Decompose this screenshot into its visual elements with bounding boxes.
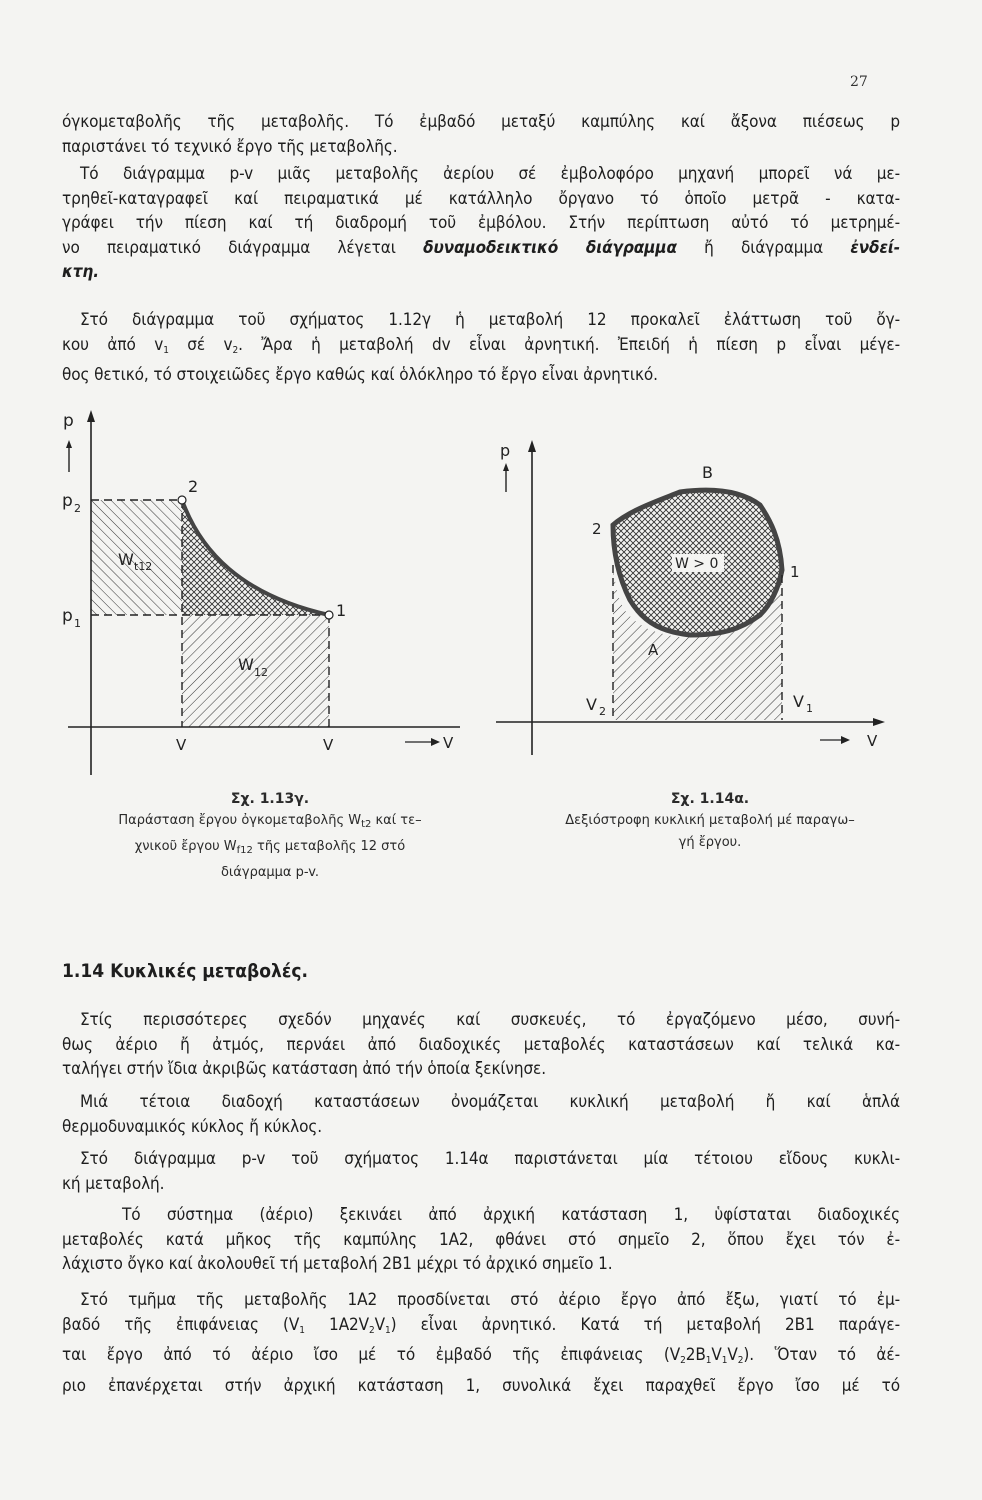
text-line (62, 1313, 900, 1344)
text-line: ταλήγει στήν ἴδια ἀκριβῶς κατάσταση ἀπό τήν ὁποία ξεκίνησε. (62, 1059, 546, 1079)
text-line (62, 1343, 900, 1374)
figure-114a-caption (490, 788, 930, 854)
subscript: 2 (369, 1324, 375, 1336)
text-line: Στό τμῆμα τῆς μεταβολῆς 1Α2 προσδίνεται στό ἀέριο ἔργο ἀπό ἔξω, γιατί τό ἐμ- (80, 1290, 900, 1310)
subscript: 1 (721, 1355, 728, 1366)
work-positive-label: W > 0 (675, 556, 719, 572)
text-line (62, 236, 900, 261)
text-run: καί τε– (371, 813, 422, 828)
v2-label: V (586, 695, 597, 714)
section-paragraph-1 (62, 1008, 900, 1082)
text-run: βαδό τῆς ἐπιφάνειας (V (62, 1314, 300, 1335)
w12-label: W (238, 655, 254, 674)
text-run: . Ἄρα ἡ μεταβολή dv εἶναι ἀρνητική. Ἐπειδή ἡ πίεση p εἶναι μέγε- (238, 334, 901, 355)
text-line: Τό διάγραμμα p-v μιᾶς μεταβολῆς ἀερίου σέ ἐμβολοφόρο μηχανή μπορεῖ νά με- (80, 164, 900, 184)
text-line: θος θετικό, τό στοιχειῶδες ἔργο καθώς καί ὁλόκληρο τό ἔργο εἶναι ἀρνητικό. (62, 365, 658, 385)
subscript: 1 (385, 1324, 391, 1336)
text-line (62, 333, 900, 364)
figure-114a-cycle-diagram (480, 420, 900, 780)
text-line: τρηθεῖ-καταγραφεῖ καί πειραματικά μέ κατάλληλο ὄργανο τό ὁποῖο μετρᾶ - κατα- (62, 188, 900, 209)
caption-line (50, 836, 490, 862)
p-axis-label: p (500, 441, 511, 460)
text-run: ἤ διάγραμμα (676, 237, 851, 258)
text-run: Παράσταση ἔργου ὀγκομεταβολῆς W (118, 813, 362, 828)
text-line: Στό διάγραμμα τοῦ σχήματος 1.12γ ἡ μεταβολή 12 προκαλεῖ ἐλάττωση τοῦ ὄγ- (80, 310, 900, 330)
point-2-label: 2 (188, 477, 199, 496)
text-line: Μιά τέτοια διαδοχή καταστάσεων ὀνομάζεται κυκλική μεταβολή ἤ καί ἁπλά (80, 1092, 900, 1112)
wt12-label: W (118, 550, 134, 569)
subscript: 2 (232, 344, 239, 356)
indicator-diagram-paragraph (62, 162, 900, 285)
subscript: 1 (705, 1355, 712, 1366)
p-axis-label: p (63, 411, 74, 431)
subscript: 2 (737, 1355, 744, 1366)
point-1-label: 1 (336, 601, 347, 620)
text-run: σέ v (168, 334, 233, 355)
caption-line: διάγραμμα p-v. (220, 865, 320, 880)
subscript: 1 (74, 617, 81, 630)
subscript: 2 (74, 502, 81, 515)
text-line: κτη. (62, 262, 99, 282)
subscript: t2 (361, 819, 372, 830)
text-line: ριο ἐπανέρχεται στήν ἀρχική κατάσταση 1, συνολικά ἔχει παραχθεῖ ἔργο ἴσο μέ τό (62, 1375, 900, 1396)
text-run: V (727, 1345, 738, 1365)
text-run: τῆς μεταβολῆς 12 στό (252, 839, 406, 854)
section-paragraph-3 (62, 1147, 900, 1196)
text-run: V (374, 1314, 386, 1335)
point-A-label: A (648, 641, 659, 659)
text-line: Στίς περισσότερες σχεδόν μηχανές καί συσκευές, τό ἐργαζόμενο μέσο, συνή- (80, 1010, 900, 1030)
text-line: λάχιστο ὄγκο καί ἀκολουθεῖ τή μεταβολή 2Β1 μέχρι τό ἀρχικό σημεῖο 1. (62, 1254, 613, 1274)
section-paragraph-4 (62, 1203, 900, 1277)
page-number: 27 (850, 74, 868, 90)
text-run: ). Ὅταν τό ἀέ- (743, 1345, 900, 1365)
text-run: νο πειραματικό διάγραμμα λέγεται (62, 237, 424, 258)
point-1-label: 1 (790, 563, 800, 581)
figure-112-paragraph (62, 308, 900, 388)
text-line: θως ἀέριο ἤ ἀτμός, περνάει ἀπό διαδοχικές μεταβολές καταστάσεων καί τελικά κα- (62, 1034, 900, 1055)
subscript: 1 (806, 702, 813, 715)
subscript: 2 (680, 1355, 686, 1366)
text-run: ται ἔργο ἀπό τό ἀέριο ἴσο μέ τό ἐμβαδό τῆς ἐπιφάνειας (V (62, 1345, 681, 1365)
v1-label: V (793, 692, 804, 711)
text-line: παριστάνει τό τεχνικό ἔργο τῆς μεταβολῆς. (62, 136, 398, 157)
section-paragraph-5 (62, 1288, 900, 1398)
text-line: μεταβολές κατά μῆκος τῆς καμπύλης 1Α2, φθάνει στό σημεῖο 2, ὅπου ἔχει τόν ἐ- (62, 1229, 900, 1250)
caption-title: Σχ. 1.13γ. (230, 791, 310, 807)
caption-line (50, 810, 490, 836)
p1-label: p (62, 606, 73, 626)
term-indicator: ἐνδεί- (850, 237, 900, 258)
subscript: 12 (254, 666, 268, 679)
text-line: κή μεταβολή. (62, 1173, 165, 1194)
text-run: 2Β (685, 1345, 706, 1365)
text-line: όγκομεταβολῆς τῆς μεταβολῆς. Τό ἐμβαδό μεταξύ καμπύλης καί ἄξονα πιέσεως p (62, 112, 900, 132)
caption-line: Δεξιόστροφη κυκλική μεταβολή μέ παραγω– (565, 813, 855, 828)
text-line: γράφει τήν πίεση καί τή διαδρομή τοῦ ἐμβόλου. Στήν περίπτωση αὐτό τό μετρημέ- (62, 213, 900, 233)
text-run: κου ἀπό v (62, 334, 164, 355)
text-run: χνικοῦ ἔργου W (134, 839, 237, 854)
text-run: V (711, 1345, 722, 1365)
subscript: f12 (236, 845, 253, 856)
v-axis-label: V (443, 734, 454, 752)
v1-label: V (323, 736, 334, 754)
intro-paragraph (62, 110, 900, 159)
caption-line: γή ἔργου. (678, 835, 742, 850)
subscript: 2 (599, 705, 606, 718)
figure-113-pv-diagram (50, 400, 470, 780)
subscript: 1 (163, 344, 169, 356)
point-B-label: B (702, 463, 713, 482)
subscript: t12 (134, 560, 153, 573)
text-line: Τό σύστημα (ἀέριο) ξεκινάει ἀπό ἀρχική κατάσταση 1, ὑφίσταται διαδοχικές (122, 1205, 900, 1225)
v-axis-label: V (867, 732, 878, 750)
section-heading: 1.14 Κυκλικές μεταβολές. (62, 960, 308, 982)
text-run: 1Α2V (304, 1314, 370, 1335)
text-run: ) εἶναι ἀρνητικό. Κατά τή μεταβολή 2Β1 παράγε- (390, 1314, 900, 1335)
text-line: θερμοδυναμικός κύκλος ἤ κύκλος. (62, 1116, 323, 1137)
term-indicator-diagram: δυναμοδεικτικό διάγραμμα (423, 237, 677, 258)
v2-label: V (176, 736, 187, 754)
section-paragraph-2 (62, 1090, 900, 1139)
caption-title: Σχ. 1.14α. (670, 791, 750, 807)
text-line: Στό διάγραμμα p-v τοῦ σχήματος 1.14α παριστάνεται μία τέτοιου εἴδους κυκλι- (80, 1149, 900, 1169)
figure-113-caption (50, 788, 490, 884)
subscript: 1 (299, 1324, 305, 1336)
point-2-label: 2 (592, 520, 602, 538)
p2-label: p (62, 491, 73, 511)
